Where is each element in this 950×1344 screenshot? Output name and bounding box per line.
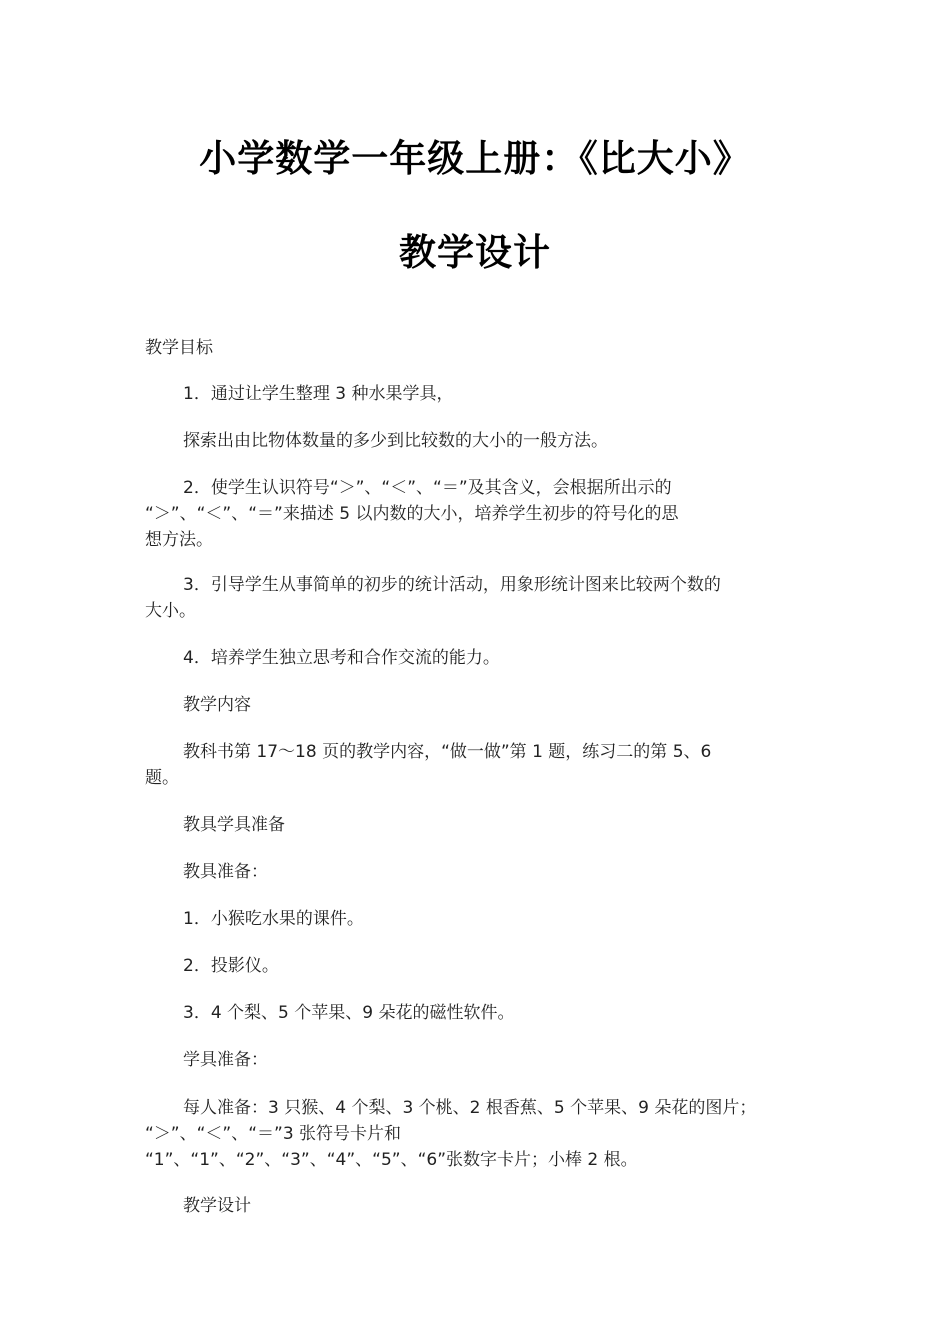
goal-2-line-1: 2．使学生认识符号“＞”、“＜”、“＝”及其含义，会根据所出示的 (183, 478, 672, 498)
content-line-2: 题。 (145, 768, 179, 788)
section-heading-content: 教学内容 (183, 695, 251, 715)
goal-3 (145, 572, 805, 624)
goal-3-line-2: 大小。 (145, 601, 196, 621)
goal-1-continued (145, 428, 805, 454)
document-title: 小学数学一年级上册：《比大小》 (199, 136, 751, 180)
goal-2-line-3: 想方法。 (145, 530, 213, 550)
teacher-prep-heading: 教具准备： (183, 862, 268, 882)
content-line-1: 教科书第 17～18 页的教学内容，“做一做”第 1 题，练习二的第 5、6 (183, 742, 712, 762)
goal-1-line-2: 探索出由比物体数量的多少到比较数的大小的一般方法。 (183, 431, 608, 451)
section-heading-goals: 教学目标 (145, 338, 213, 358)
section-heading-design: 教学设计 (183, 1196, 251, 1216)
student-prep-line-2: “＞”、“＜”、“＝”3 张符号卡片和 (145, 1124, 402, 1144)
goal-2-line-2: “＞”、“＜”、“＝”来描述 5 以内数的大小，培养学生初步的符号化的思 (145, 504, 679, 524)
goal-3-line-1: 3．引导学生从事简单的初步的统计活动，用象形统计图来比较两个数的 (183, 575, 721, 595)
student-prep-heading: 学具准备： (183, 1050, 268, 1070)
goal-1 (145, 381, 805, 407)
teacher-prep-item-2: 2．投影仪。 (183, 956, 279, 976)
goal-2 (145, 475, 805, 553)
goal-4: 4．培养学生独立思考和合作交流的能力。 (183, 648, 500, 668)
document-subtitle: 教学设计 (399, 230, 551, 274)
content-text (145, 739, 805, 791)
teacher-prep-item-1: 1．小猴吃水果的课件。 (183, 909, 364, 929)
student-prep-line-1: 每人准备：3 只猴、4 个梨、3 个桃、2 根香蕉、5 个苹果、9 朵花的图片； (183, 1098, 757, 1118)
section-heading-prep: 教具学具准备 (183, 815, 285, 835)
goal-1-line-1: 1．通过让学生整理 3 种水果学具， (183, 384, 454, 404)
teacher-prep-item-3: 3．4 个梨、5 个苹果、9 朵花的磁性软件。 (183, 1003, 515, 1023)
student-prep-text (145, 1095, 805, 1173)
student-prep-line-3: “1”、“1”、“2”、“3”、“4”、“5”、“6”张数字卡片；小棒 2 根。 (145, 1150, 638, 1170)
